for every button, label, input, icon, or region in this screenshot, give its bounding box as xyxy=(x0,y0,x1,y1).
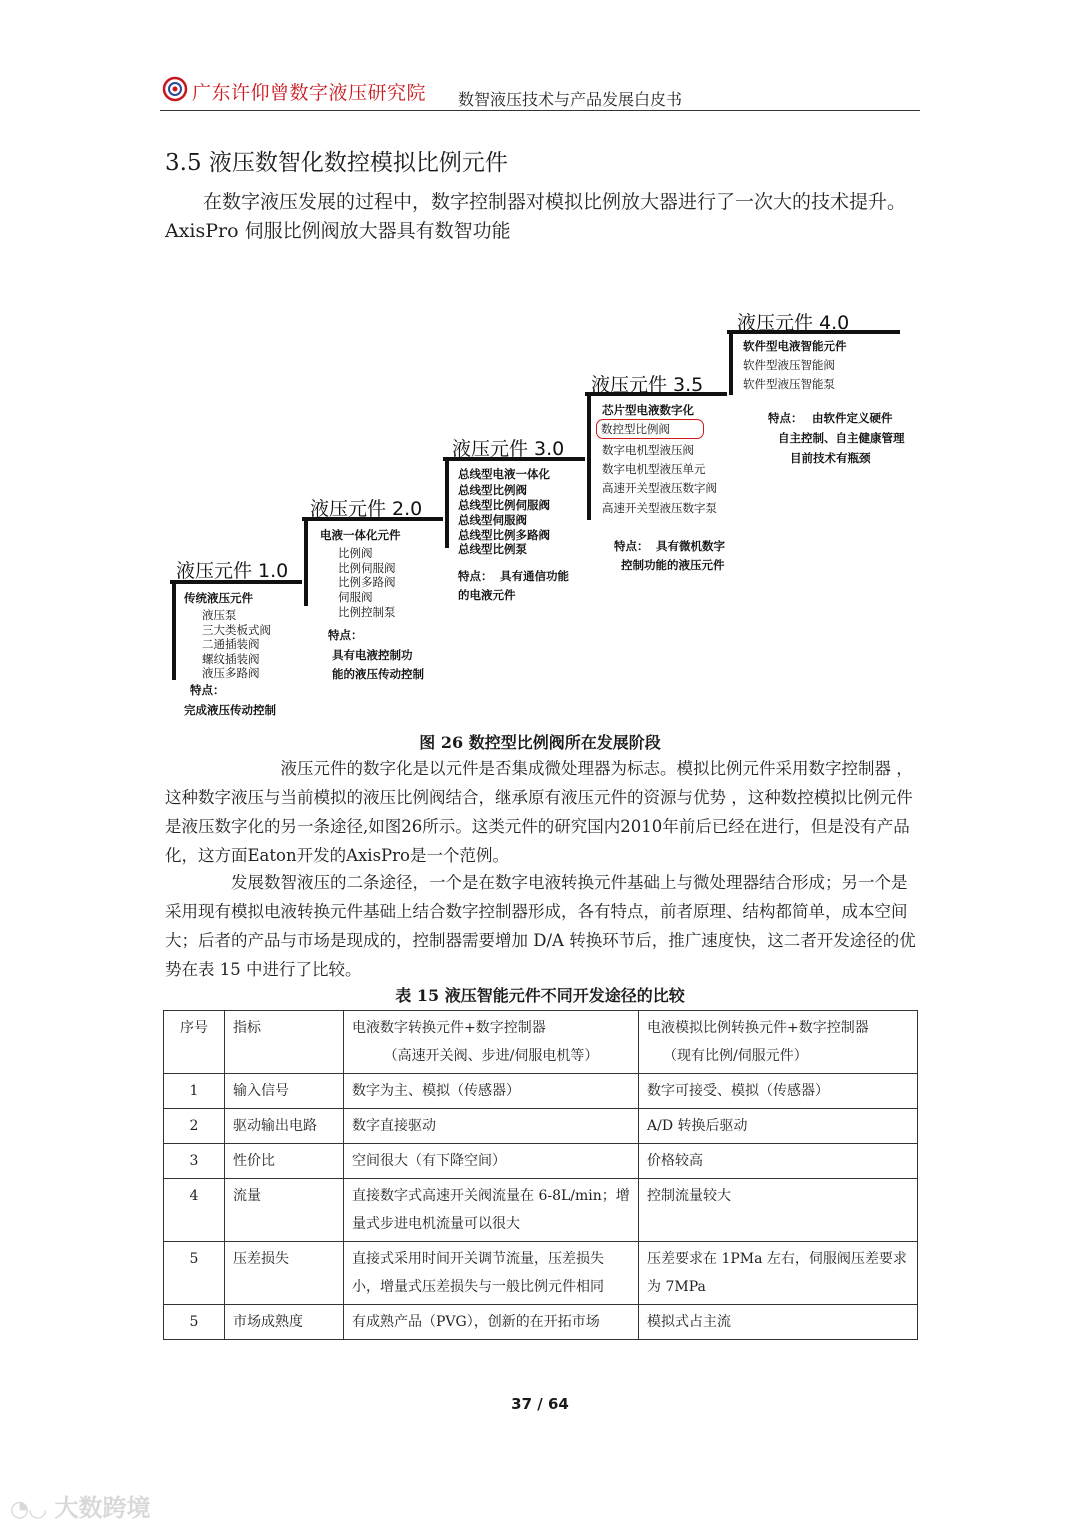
level-2-item: 比例控制泵 xyxy=(338,605,396,619)
level-3-item: 总线型比例伺服阀 xyxy=(458,498,550,512)
level-4-feature: 自主控制、自主健康管理 xyxy=(778,431,905,445)
table-row xyxy=(164,1179,918,1242)
level-3-5-item: 数字电机型液压单元 xyxy=(602,462,706,476)
cell-metric: 驱动输出电路 xyxy=(225,1109,344,1144)
cell-col-a: 直接式采用时间开关调节流量，压差损失小，增量式压差损失与一般比例元件相同 xyxy=(344,1242,639,1305)
header-col-a-line1: 电液数字转换元件+数字控制器 xyxy=(352,1020,546,1036)
cell-col-a: 数字直接驱动 xyxy=(344,1109,639,1144)
level-1-item: 螺纹插装阀 xyxy=(202,652,260,666)
level-4-title: 液压元件 4.0 xyxy=(737,312,850,334)
section-title: 3.5 液压数智化数控模拟比例元件 xyxy=(165,150,508,176)
cell-metric: 性价比 xyxy=(225,1144,344,1179)
level-3-title: 液压元件 3.0 xyxy=(452,438,565,460)
level-3-feature: 的电液元件 xyxy=(458,588,516,602)
cell-col-b: 控制流量较大 xyxy=(639,1179,918,1242)
cell-col-b: 压差要求在 1PMa 左右，伺服阀压差要求为 7MPa xyxy=(639,1242,918,1305)
level-3-5-feature-label: 特点： xyxy=(614,539,649,553)
header-col-b-line2: （现有比例/伺服元件） xyxy=(663,1048,808,1064)
table-header-row xyxy=(164,1011,918,1074)
development-stage-diagram xyxy=(0,0,1080,730)
header-col-a-line2: （高速开关阀、步进/伺服电机等） xyxy=(383,1048,599,1064)
watermark-icon: ◔◡ xyxy=(10,1497,47,1522)
level-3-5-title: 液压元件 3.5 xyxy=(591,374,704,396)
institute-name: 广东许仰曾数字液压研究院 xyxy=(192,82,427,104)
level-2-item: 伺服阀 xyxy=(338,590,373,604)
level-4-item: 软件型液压智能阀 xyxy=(743,358,835,372)
cell-metric: 压差损失 xyxy=(225,1242,344,1305)
level-3-5-item: 数字电机型液压阀 xyxy=(602,443,694,457)
table-row xyxy=(164,1242,918,1305)
cell-metric: 流量 xyxy=(225,1179,344,1242)
page-number: 37 / 64 xyxy=(511,1395,569,1413)
table-row xyxy=(164,1144,918,1179)
level-3-5-item-highlighted: 数控型比例阀 xyxy=(601,422,670,436)
figure-caption: 图 26 数控型比例阀所在发展阶段 xyxy=(419,733,661,752)
level-1-title: 液压元件 1.0 xyxy=(176,560,289,582)
cell-no: 5 xyxy=(164,1242,225,1305)
cell-col-b: 价格较高 xyxy=(639,1144,918,1179)
cell-col-a: 数字为主、模拟（传感器） xyxy=(344,1074,639,1109)
level-3-item: 总线型比例泵 xyxy=(458,542,527,556)
level-4-feature: 由软件定义硬件 xyxy=(812,411,893,425)
level-4-heading: 软件型电液智能元件 xyxy=(743,339,847,353)
level-3-feature-label: 特点： xyxy=(458,569,493,583)
header-col-a xyxy=(344,1011,639,1074)
level-3-5-item: 高速开关型液压数字泵 xyxy=(602,501,717,515)
cell-metric: 市场成熟度 xyxy=(225,1305,344,1340)
cell-no: 5 xyxy=(164,1305,225,1340)
level-1-item: 液压泵 xyxy=(202,608,237,622)
level-1-heading: 传统液压元件 xyxy=(184,591,253,605)
watermark xyxy=(10,1488,150,1523)
level-4-feature: 目前技术有瓶颈 xyxy=(790,451,871,465)
staircase-lines xyxy=(0,0,1080,730)
cell-metric: 输入信号 xyxy=(225,1074,344,1109)
table-row xyxy=(164,1109,918,1144)
level-3-5-feature: 控制功能的液压元件 xyxy=(621,558,725,572)
header-col-b xyxy=(639,1011,918,1074)
level-3-item: 总线型比例阀 xyxy=(458,483,527,497)
cell-col-a: 有成熟产品（PVG），创新的在开拓市场 xyxy=(344,1305,639,1340)
header-metric: 指标 xyxy=(225,1011,344,1074)
cell-no: 3 xyxy=(164,1144,225,1179)
table-caption: 表 15 液压智能元件不同开发途径的比较 xyxy=(395,986,685,1005)
cell-col-a: 空间很大（有下降空间） xyxy=(344,1144,639,1179)
level-1-feature: 完成液压传动控制 xyxy=(184,703,276,717)
level-3-5-heading: 芯片型电液数字化 xyxy=(602,403,694,417)
cell-col-b: 数字可接受、模拟（传感器） xyxy=(639,1074,918,1109)
level-3-5-feature: 具有微机数字 xyxy=(656,539,725,553)
level-3-heading: 总线型电液一体化 xyxy=(458,467,550,481)
level-3-5-item: 高速开关型液压数字阀 xyxy=(602,481,717,495)
level-2-feature: 能的液压传动控制 xyxy=(332,667,424,681)
level-3-item: 总线型比例多路阀 xyxy=(458,528,550,542)
watermark-text: 大数跨境 xyxy=(54,1494,151,1522)
table-row xyxy=(164,1074,918,1109)
level-2-feature-label: 特点： xyxy=(328,628,363,642)
level-1-feature-label: 特点： xyxy=(190,683,225,697)
level-2-feature: 具有电液控制功 xyxy=(332,648,413,662)
level-4-item: 软件型液压智能泵 xyxy=(743,377,835,391)
level-2-title: 液压元件 2.0 xyxy=(310,498,423,520)
level-1-item: 二通插装阀 xyxy=(202,637,260,651)
intro-paragraph: 在数字液压发展的过程中，数字控制器对模拟比例放大器进行了一次大的技术提升。 AxisPro 伺服比例阀放大器具有数智功能 xyxy=(165,191,907,242)
level-1-item: 三大类板式阀 xyxy=(202,623,271,637)
level-2-item: 比例伺服阀 xyxy=(338,561,396,575)
level-3-item: 总线型伺服阀 xyxy=(458,513,527,527)
level-3-feature: 具有通信功能 xyxy=(500,569,569,583)
level-4-feature-label: 特点： xyxy=(768,411,803,425)
header-no: 序号 xyxy=(164,1011,225,1074)
cell-col-b: 模拟式占主流 xyxy=(639,1305,918,1340)
cell-no: 1 xyxy=(164,1074,225,1109)
cell-col-b: A/D 转换后驱动 xyxy=(639,1109,918,1144)
comparison-table xyxy=(163,1010,918,1340)
level-2-item: 比例多路阀 xyxy=(338,575,396,589)
body-paragraph-1: 液压元件的数字化是以元件是否集成微处理器为标志。模拟比例元件采用数字控制器 ，这种数字液压与当前模拟的液压比例阀结合，继承原有液压元件的资源与优势 ，这种数控模拟比例元件是液压数字化的另一条途径,如图26所示。这类元件的研究国内2010年前后已经在进行，但是没有产品化，这方面Eaton开发的AxisPro是一个范例。 xyxy=(165,759,913,865)
cell-col-a: 直接数字式高速开关阀流量在 6-8L/min；增量式步进电机流量可以很大 xyxy=(344,1179,639,1242)
header-col-b-line1: 电液模拟比例转换元件+数字控制器 xyxy=(647,1020,869,1036)
cell-no: 2 xyxy=(164,1109,225,1144)
body-paragraph-2: 发展数智液压的二条途径，一个是在数字电液转换元件基础上与微处理器结合形成；另一个是采用现有模拟电液转换元件基础上结合数字控制器形成，各有特点，前者原理、结构都简单，成本空间大；后者的产品与市场是现成的，控制器需要增加 D/A 转换环节后，推广速度快，这二者开发途径的优势在表 15 中进行了比较。 xyxy=(165,873,916,979)
cell-no: 4 xyxy=(164,1179,225,1242)
table-row xyxy=(164,1305,918,1340)
level-1-item: 液压多路阀 xyxy=(202,666,260,680)
level-2-heading: 电液一体化元件 xyxy=(320,528,401,542)
level-2-item: 比例阀 xyxy=(338,546,373,560)
document-title: 数智液压技术与产品发展白皮书 xyxy=(458,90,683,109)
